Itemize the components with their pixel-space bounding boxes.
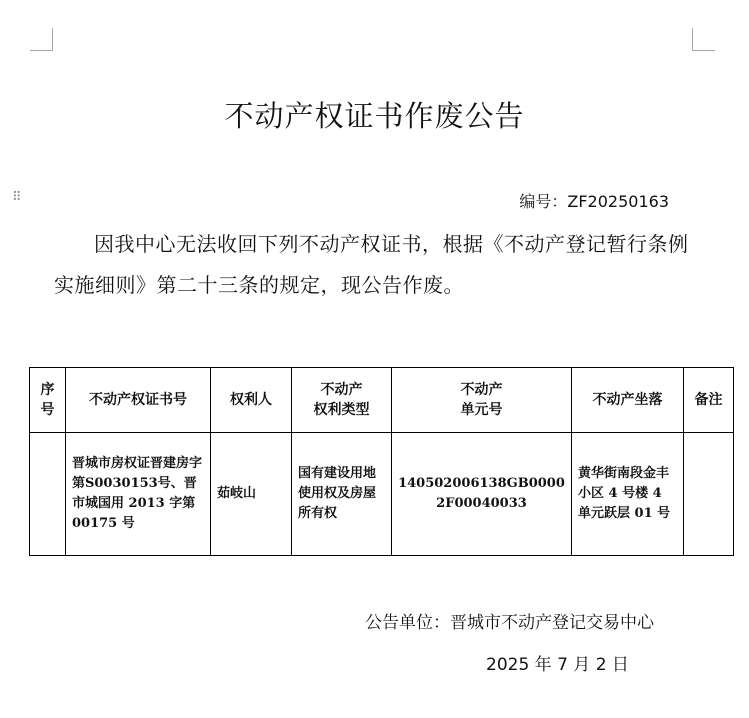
drag-handle-icon[interactable]: ⠿	[12, 190, 20, 205]
table-header-row	[30, 368, 734, 433]
document-number: 编号：ZF20250163	[519, 192, 669, 211]
page-title: 不动产权证书作废公告	[224, 99, 525, 133]
cell-unit-no: 140502006138GB00002F00040033	[392, 433, 572, 556]
cell-cert-no: 晋城市房权证晋建房字第S0030153号、晋市城国用 2013 字第 00175 号	[66, 433, 211, 556]
crop-mark-top-left	[30, 28, 53, 51]
header-seq: 序 号	[30, 368, 66, 433]
issuer-unit: 公告单位：晋城市不动产登记交易中心	[365, 613, 654, 633]
announcement-body: 因我中心无法收回下列不动产权证书，根据《不动产登记暂行条例实施细则》第二十三条的规定，现公告作废。	[54, 232, 689, 297]
header-holder: 权利人	[211, 368, 292, 433]
cell-holder: 茹岐山	[211, 433, 292, 556]
table-row	[30, 433, 734, 556]
header-right-type: 不动产 权利类型	[292, 368, 392, 433]
header-cert-no: 不动产权证书号	[66, 368, 211, 433]
cell-seq	[30, 433, 66, 556]
issue-date: 2025 年 7 月 2 日	[486, 655, 629, 675]
certificate-table	[29, 367, 734, 556]
cell-remark	[684, 433, 734, 556]
header-unit-no: 不动产 单元号	[392, 368, 572, 433]
cell-location: 黄华街南段金丰小区 4 号楼 4 单元跃层 01 号	[572, 433, 684, 556]
header-location: 不动产坐落	[572, 368, 684, 433]
crop-mark-top-right	[692, 28, 715, 51]
cell-right-type: 国有建设用地使用权及房屋所有权	[292, 433, 392, 556]
header-remark: 备注	[684, 368, 734, 433]
